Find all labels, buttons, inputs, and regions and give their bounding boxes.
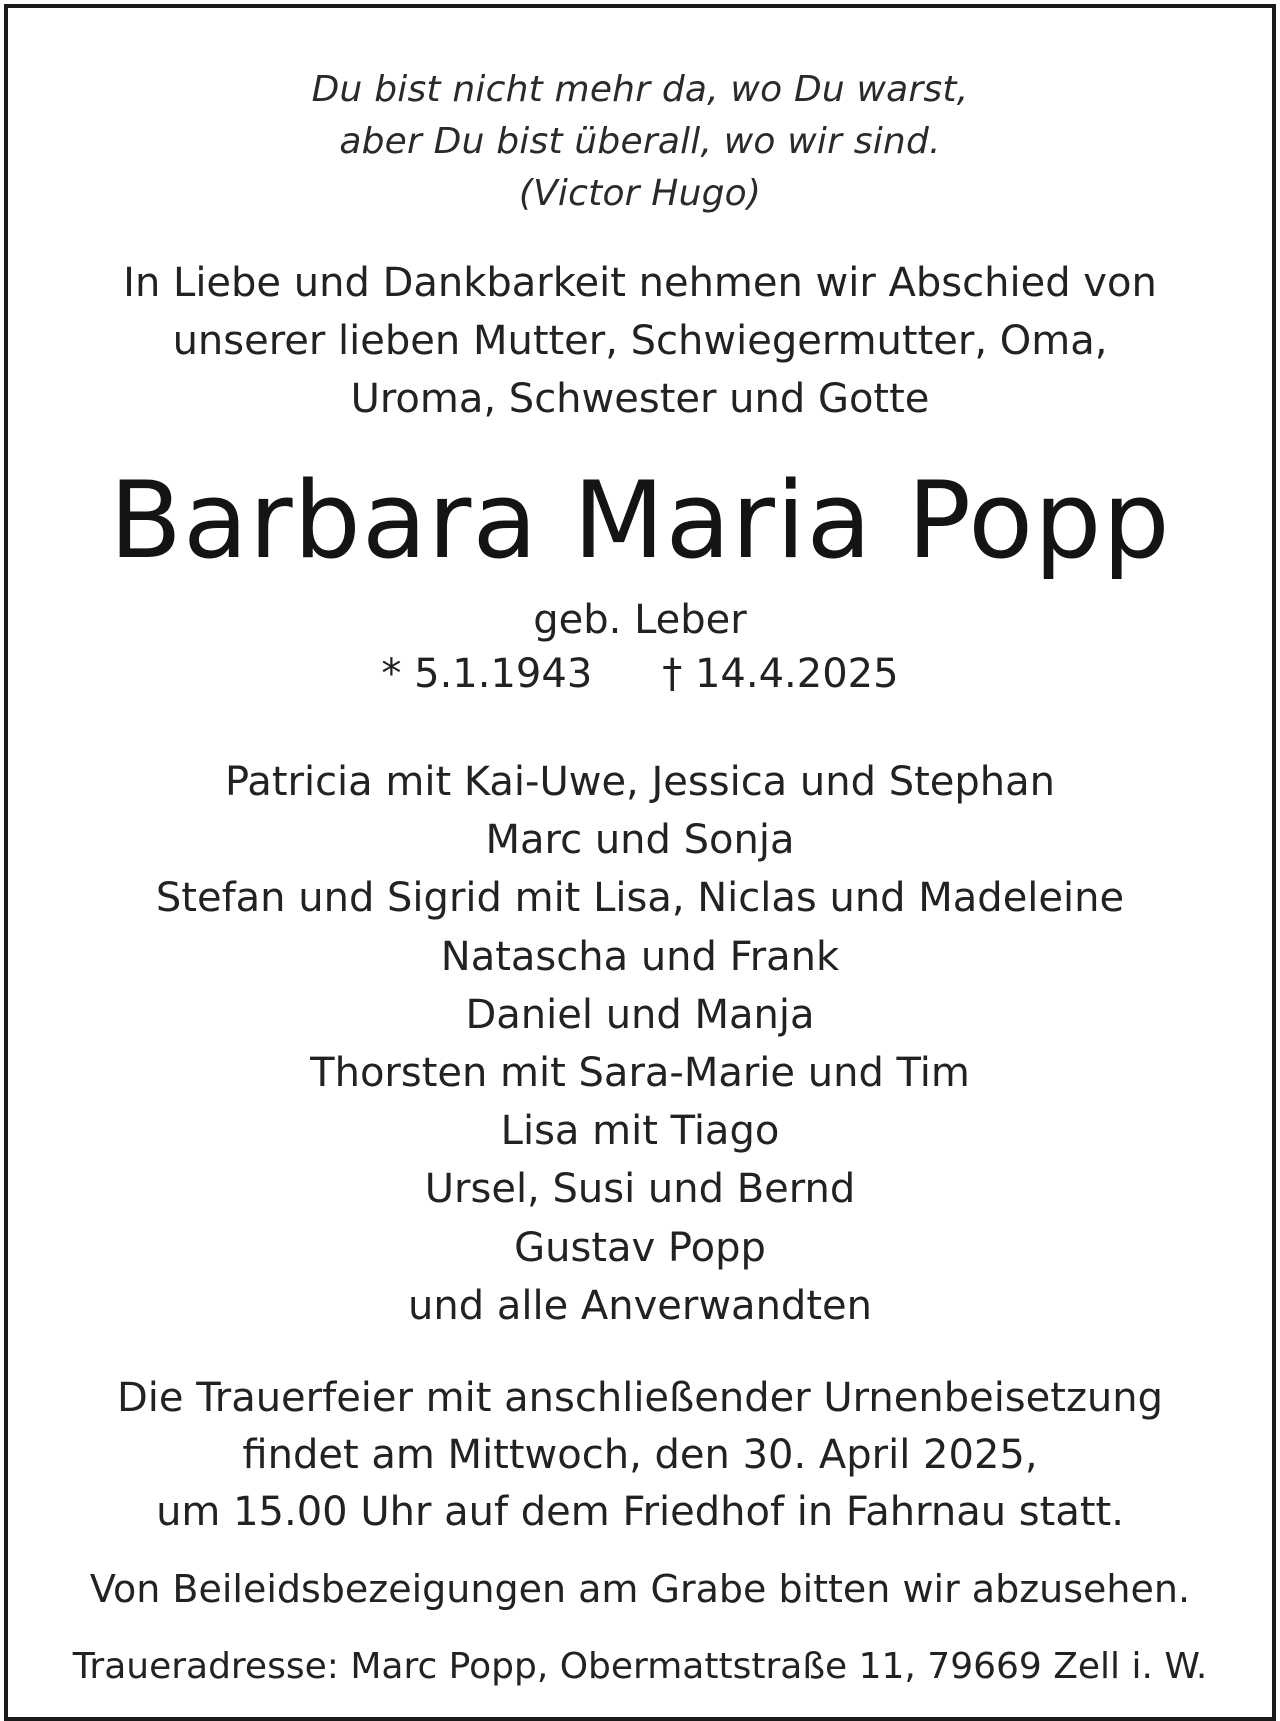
obituary-notice: [4, 4, 1276, 1721]
family-line: Gustav Popp: [514, 1224, 766, 1271]
intro-line: In Liebe und Dankbarkeit nehmen wir Abschied von: [123, 260, 1157, 306]
family-line: Ursel, Susi und Bernd: [424, 1166, 856, 1213]
family-line: Marc und Sonja: [485, 817, 795, 864]
quote-block: [8, 64, 1272, 220]
maiden-name: geb. Leber: [533, 597, 747, 643]
quote-line: aber Du bist überall, wo wir sind.: [339, 121, 941, 162]
family-list: [8, 753, 1272, 1335]
mourning-address: Traueradresse: Marc Popp, Obermattstraße 11, 79669 Zell i. W.: [72, 1646, 1208, 1687]
ceremony-line: Die Trauerfeier mit anschließender Urnenbeisetzung: [116, 1375, 1164, 1421]
ceremony-line: um 15.00 Uhr auf dem Friedhof in Fahrnau statt.: [156, 1489, 1124, 1535]
family-line: und alle Anverwandten: [408, 1282, 872, 1329]
birth-date: * 5.1.1943: [381, 651, 593, 697]
intro-line: unserer lieben Mutter, Schwiegermutter, Oma,: [172, 318, 1108, 364]
intro-line: Uroma, Schwester und Gotte: [350, 376, 930, 422]
condolence-note: Von Beileidsbezeigungen am Grabe bitten wir abzusehen.: [89, 1567, 1191, 1611]
ceremony-line: findet am Mittwoch, den 30. April 2025,: [242, 1432, 1038, 1478]
family-line: Stefan und Sigrid mit Lisa, Niclas und Madeleine: [155, 875, 1125, 922]
life-dates: [8, 648, 1272, 700]
family-line: Lisa mit Tiago: [500, 1108, 780, 1155]
obituary-content: [8, 8, 1272, 1717]
family-line: Thorsten mit Sara-Marie und Tim: [310, 1050, 970, 1097]
family-line: Daniel und Manja: [465, 991, 815, 1038]
quote-line: Du bist nicht mehr da, wo Du warst,: [311, 69, 969, 110]
ceremony-block: [8, 1370, 1272, 1541]
deceased-name: Barbara Maria Popp: [109, 459, 1171, 582]
family-line: Natascha und Frank: [440, 933, 840, 980]
death-date: † 14.4.2025: [662, 651, 899, 697]
quote-author: (Victor Hugo): [518, 173, 762, 214]
family-line: Patricia mit Kai-Uwe, Jessica und Stephan: [224, 759, 1056, 805]
intro-block: [8, 254, 1272, 428]
